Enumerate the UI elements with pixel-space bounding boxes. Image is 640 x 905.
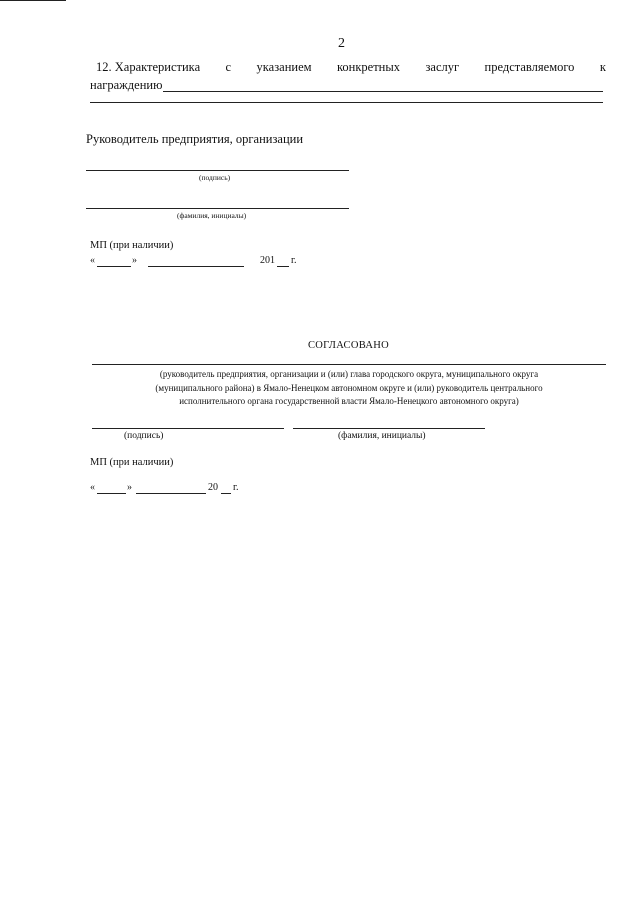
item-12-line [96,60,606,75]
head-signature-caption: (подпись) [199,173,231,182]
head-date-month-line [148,266,244,267]
approval-description-line: исполнительного органа государственной власти Ямало-Ненецкого автономного округа) [179,396,519,406]
approval-fill-line [92,364,606,365]
page-number: 2 [338,36,345,51]
approval-date-open-quote: « [90,482,95,493]
approval-date-month-line [136,493,206,494]
item-12-word: к [599,60,606,74]
head-date-year-prefix: 201 [260,255,275,266]
approval-signature-caption: (подпись) [124,431,164,441]
approval-date-year-line [221,493,231,494]
approval-name-line [293,428,485,429]
item-12-word: заслуг [425,60,460,74]
item-12-word: конкретных [336,60,401,74]
corner-mark [0,0,66,1]
approval-heading: СОГЛАСОВАНО [308,340,390,351]
head-title: Руководитель предприятия, организации [86,132,304,146]
head-name-caption: (фамилия, инициалы) [177,211,247,220]
approval-description-line: (руководитель предприятия, организации и (или) глава городского округа, муниципального округа [159,369,539,379]
approval-name-caption: (фамилия, инициалы) [338,431,426,441]
head-signature-line [86,170,349,171]
head-date-year-suffix: г. [291,255,297,266]
item-12-continuation: награждению [90,78,163,92]
head-date-day-line [97,266,131,267]
approval-date-day-line [97,493,126,494]
item-12-fill-line [163,91,603,92]
head-name-line [86,208,349,209]
item-12-word: указанием [256,60,312,74]
approval-date-close-quote: » [127,482,132,493]
approval-description-line: (муниципального района) в Ямало-Ненецком автономном округе и (или) руководитель центрального [155,382,543,393]
item-12-fill-line-2 [90,102,603,103]
approval-date-year-prefix: 20 [208,482,218,493]
approval-date-year-suffix: г. [233,482,239,493]
approval-stamp-label: МП (при наличии) [90,457,174,468]
head-date-year-line [277,266,289,267]
approval-signature-line [92,428,284,429]
item-12-word: с [225,60,232,74]
item-12-word: 12. Характеристика [96,60,201,74]
head-date-close-quote: » [132,255,137,266]
head-date-open-quote: « [90,255,95,266]
item-12-word: представляемого [484,60,575,74]
approval-description [92,368,606,409]
head-stamp-label: МП (при наличии) [90,240,174,251]
